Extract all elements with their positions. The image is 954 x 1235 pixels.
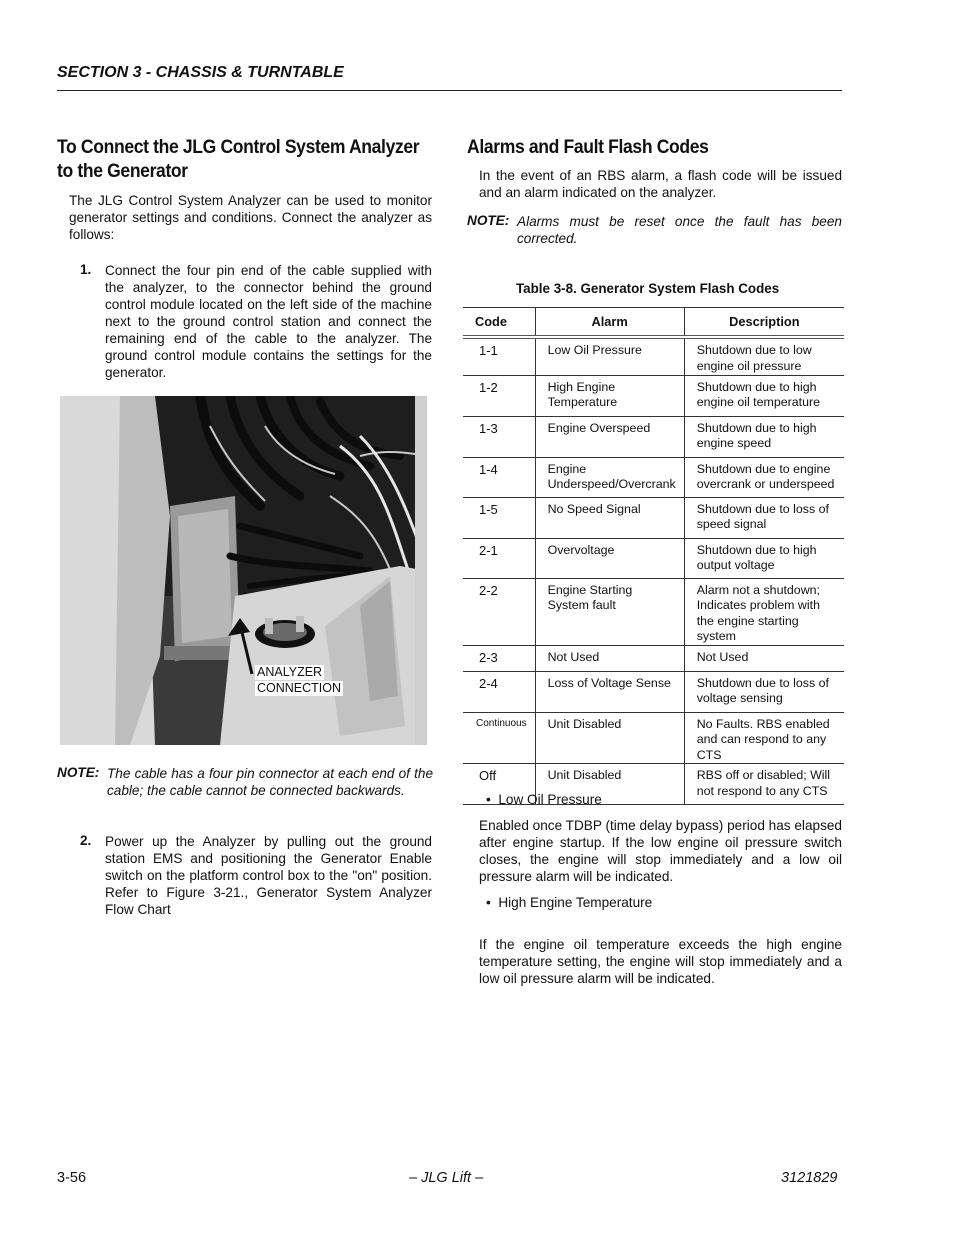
- row-description: Not Used: [684, 645, 844, 671]
- bullet-low-oil-pressure: [486, 792, 602, 807]
- section-header: SECTION 3 - CHASSIS & TURNTABLE: [57, 64, 344, 81]
- row-code: 1-2: [463, 375, 535, 416]
- row-description: Shutdown due to low engine oil pressure: [684, 337, 844, 375]
- header-description: Description: [684, 308, 844, 338]
- row-code: 2-4: [463, 671, 535, 712]
- footer-brand: – JLG Lift –: [409, 1170, 484, 1186]
- left-note-label: NOTE:: [57, 765, 100, 780]
- header-code: Code: [463, 308, 535, 338]
- table-row: [463, 497, 844, 538]
- row-description: Shutdown due to high engine speed: [684, 416, 844, 457]
- footer-page-number: 3-56: [57, 1170, 87, 1186]
- row-code: 1-1: [463, 337, 535, 375]
- photo-label-line1: ANALYZER: [257, 665, 323, 679]
- table-row: [463, 578, 844, 645]
- right-intro: In the event of an RBS alarm, a flash code will be issued and an alarm indicated on the analyzer.: [479, 168, 842, 200]
- row-alarm: Engine Underspeed/Overcrank: [535, 457, 684, 497]
- row-code: 2-1: [463, 538, 535, 578]
- table-row: [463, 337, 844, 375]
- row-alarm: Not Used: [535, 645, 684, 671]
- table-row: [463, 645, 844, 671]
- row-alarm: Unit Disabled: [535, 712, 684, 764]
- bullet-high-engine-temp: [486, 895, 652, 910]
- step1-number: 1.: [80, 262, 92, 277]
- left-note-text: The cable has a four pin connector at each end of the cable; the cable cannot be connected backwards.: [107, 766, 433, 798]
- table-row: [463, 416, 844, 457]
- row-description: Shutdown due to loss of voltage sensing: [684, 671, 844, 712]
- row-alarm: Loss of Voltage Sense: [535, 671, 684, 712]
- row-description: Shutdown due to high output voltage: [684, 538, 844, 578]
- table-row: [463, 712, 844, 764]
- row-alarm: Unit Disabled: [535, 764, 684, 805]
- row-code: 1-4: [463, 457, 535, 497]
- row-alarm: No Speed Signal: [535, 497, 684, 538]
- step2-text: Power up the Analyzer by pulling out the ground station EMS and positioning the Generator Enable switch on the platform control box to the "on" position. Refer to Figure 3-21., Generator System Analyzer Flow Chart: [105, 834, 432, 917]
- row-description: Alarm not a shutdown; Indicates problem with the engine starting system: [684, 578, 844, 645]
- row-alarm: Engine Overspeed: [535, 416, 684, 457]
- right-para2: If the engine oil temperature exceeds the high engine temperature setting, the engine will stop immediately and a low oil pressure alarm will be indicated.: [479, 937, 842, 986]
- table-row: [463, 457, 844, 497]
- right-note-label: NOTE:: [467, 213, 510, 228]
- row-description: Shutdown due to high engine oil temperature: [684, 375, 844, 416]
- row-code: Off: [463, 764, 535, 805]
- bullet-dot: •: [486, 792, 499, 807]
- row-alarm: Engine Starting System fault: [535, 578, 684, 645]
- table-header-row: [463, 308, 844, 338]
- row-description: Shutdown due to loss of speed signal: [684, 497, 844, 538]
- row-description: No Faults. RBS enabled and can respond to any CTS: [684, 712, 844, 764]
- table-row: [463, 671, 844, 712]
- row-description: Shutdown due to engine overcrank or underspeed: [684, 457, 844, 497]
- left-intro: The JLG Control System Analyzer can be used to monitor generator settings and conditions. Connect the analyzer as follows:: [69, 193, 432, 242]
- footer-doc-number: 3121829: [781, 1170, 838, 1186]
- flash-codes-table: [463, 307, 844, 805]
- bullet-text: High Engine Temperature: [498, 895, 653, 910]
- right-para1: Enabled once TDBP (time delay bypass) period has elapsed after engine startup. If the low engine oil pressure switch closes, the engine will stop immediately and a low oil pressure alarm will be indicated.: [479, 818, 842, 884]
- left-heading-line1: To Connect the JLG Control System Analyzer: [57, 136, 420, 158]
- engine-compartment-illustration: [60, 396, 427, 745]
- header-alarm: Alarm: [535, 308, 684, 338]
- row-description: RBS off or disabled; Will not respond to any CTS: [684, 764, 844, 805]
- row-code: Continuous: [463, 712, 535, 764]
- row-code: 2-2: [463, 578, 535, 645]
- row-code: 2-3: [463, 645, 535, 671]
- table-row: [463, 538, 844, 578]
- row-code: 1-3: [463, 416, 535, 457]
- row-alarm: Overvoltage: [535, 538, 684, 578]
- right-heading: Alarms and Fault Flash Codes: [467, 136, 709, 158]
- photo-label-line2: CONNECTION: [257, 681, 342, 695]
- row-alarm: High Engine Temperature: [535, 375, 684, 416]
- right-note-text: Alarms must be reset once the fault has been corrected.: [517, 214, 842, 246]
- bullet-text: Low Oil Pressure: [498, 792, 602, 807]
- bullet-dot: •: [486, 895, 499, 910]
- step2-number: 2.: [80, 833, 92, 848]
- table-title: Table 3-8. Generator System Flash Codes: [516, 281, 780, 296]
- left-heading: [57, 135, 419, 183]
- left-heading-line2: to the Generator: [57, 160, 188, 182]
- row-alarm: Low Oil Pressure: [535, 337, 684, 375]
- row-code: 1-5: [463, 497, 535, 538]
- header-divider: [57, 90, 842, 91]
- table-row: [463, 375, 844, 416]
- step1-text: Connect the four pin end of the cable supplied with the analyzer, to the connector behind the ground control module located on the left side of the machine next to the ground control station and connect the remaining end of the cable to the analyzer. The ground control module contains the settings for the generator.: [105, 263, 432, 380]
- analyzer-connection-photo: [60, 396, 427, 745]
